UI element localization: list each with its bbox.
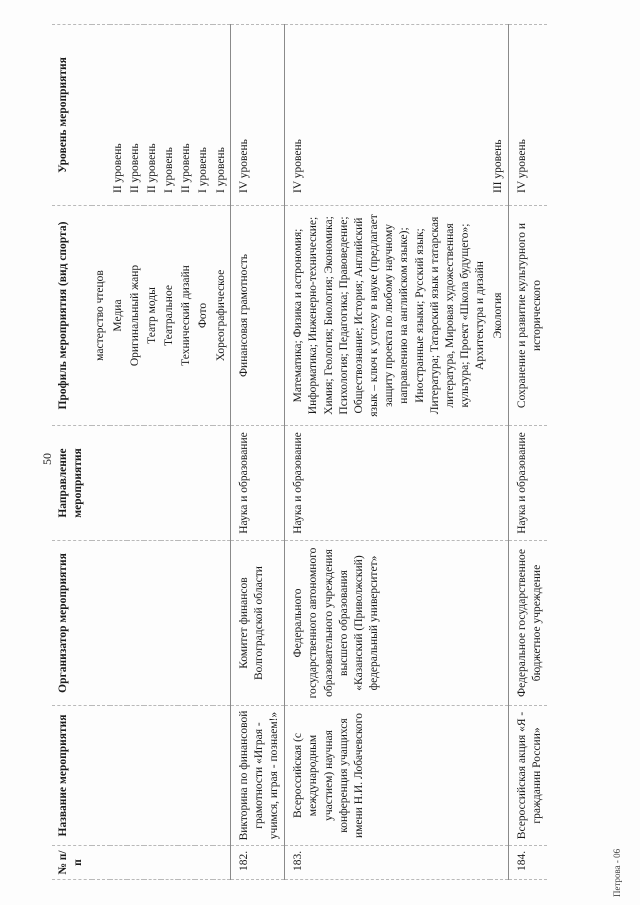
row-number	[490, 846, 508, 880]
row-number: 184.	[508, 846, 547, 880]
profile-cell: Технический дизайн	[178, 206, 195, 426]
event-level: IV уровень	[285, 25, 491, 206]
events-table	[52, 24, 547, 880]
event-organizer: Федеральное государственное бюджетное учреждение	[508, 541, 547, 706]
level-cell: I уровень	[213, 25, 231, 206]
header-name: Название мероприятия	[52, 706, 92, 846]
level-cell	[92, 25, 109, 206]
event-direction: Наука и образование	[285, 426, 491, 541]
header-level: Уровень мероприятия	[52, 25, 92, 206]
event-direction: Наука и образование	[508, 426, 547, 541]
page-number: 50	[40, 453, 54, 465]
row-number: 183.	[285, 846, 491, 880]
profile-cell: Театральное	[161, 206, 178, 426]
table-row	[110, 25, 127, 880]
header-organizer: Организатор мероприятия	[52, 541, 92, 706]
event-level: III уровень	[490, 25, 508, 206]
event-profile: Математика; Физика и астрономия; Информатика; Инженерно-технические; Химия; Геология; Биология; Экономика; Психология; Педагогика; Правоведение; Обществознание; История; Английский язык – ключ к успеху в науке (предлагает защиту проекта по любому научному направлению на английском языке); Иностранные языки; Русский язык; Литература; Татарский язык и татарская литература, Мировая художественная культура; Проект «Школа будущего»; Архитектура и дизайн	[285, 206, 491, 426]
table-row	[230, 25, 285, 880]
header-num: № п/п	[52, 846, 92, 880]
header-row	[52, 25, 92, 880]
table-row	[92, 25, 109, 880]
header-direction: Направление мероприятия	[52, 426, 92, 541]
profile-cell: Театр моды	[144, 206, 161, 426]
level-cell: I уровень	[161, 25, 178, 206]
profile-cell: Фото	[195, 206, 212, 426]
event-name: Всероссийская (с международным участием) научная конференция учащихся имени Н.И. Лобачевского	[285, 706, 491, 846]
table-row	[161, 25, 178, 880]
event-name	[490, 706, 508, 846]
level-cell: II уровень	[110, 25, 127, 206]
table-row	[285, 25, 491, 880]
header-profile: Профиль мероприятия (вид спорта)	[52, 206, 92, 426]
level-cell: II уровень	[178, 25, 195, 206]
table-row	[490, 25, 508, 880]
profile-cell: Медиа	[110, 206, 127, 426]
level-cell: II уровень	[127, 25, 144, 206]
table-row	[144, 25, 161, 880]
level-cell: II уровень	[144, 25, 161, 206]
event-organizer: Федерального государственного автономного образовательного учреждения высшего образования «Казанский (Приволжский) федеральный университет»	[285, 541, 491, 706]
table-row	[178, 25, 195, 880]
event-organizer	[490, 541, 508, 706]
event-name: Викторина по финансовой грамотности «Играя - учимся, играя - познаем!»	[230, 706, 285, 846]
table-row	[127, 25, 144, 880]
event-profile: Сохранение и развитие культурного и исторического	[508, 206, 547, 426]
level-cell: I уровень	[195, 25, 212, 206]
event-direction	[490, 426, 508, 541]
table-row	[213, 25, 231, 880]
event-profile: Экология	[490, 206, 508, 426]
event-organizer: Комитет финансов Волгоградской области	[230, 541, 285, 706]
profile-cell: Хореографическое	[213, 206, 231, 426]
profile-cell: мастерство чтецов	[92, 206, 109, 426]
table-row	[195, 25, 212, 880]
row-number: 182.	[230, 846, 285, 880]
event-level: IV уровень	[230, 25, 285, 206]
event-name: Всероссийская акция «Я - гражданин России»	[508, 706, 547, 846]
footer-note: Петрова - 06	[612, 848, 622, 897]
profile-cell: Оригинальный жанр	[127, 206, 144, 426]
event-direction: Наука и образование	[230, 426, 285, 541]
table-row	[508, 25, 547, 880]
event-level: IV уровень	[508, 25, 547, 206]
event-profile: Финансовая грамотность	[230, 206, 285, 426]
